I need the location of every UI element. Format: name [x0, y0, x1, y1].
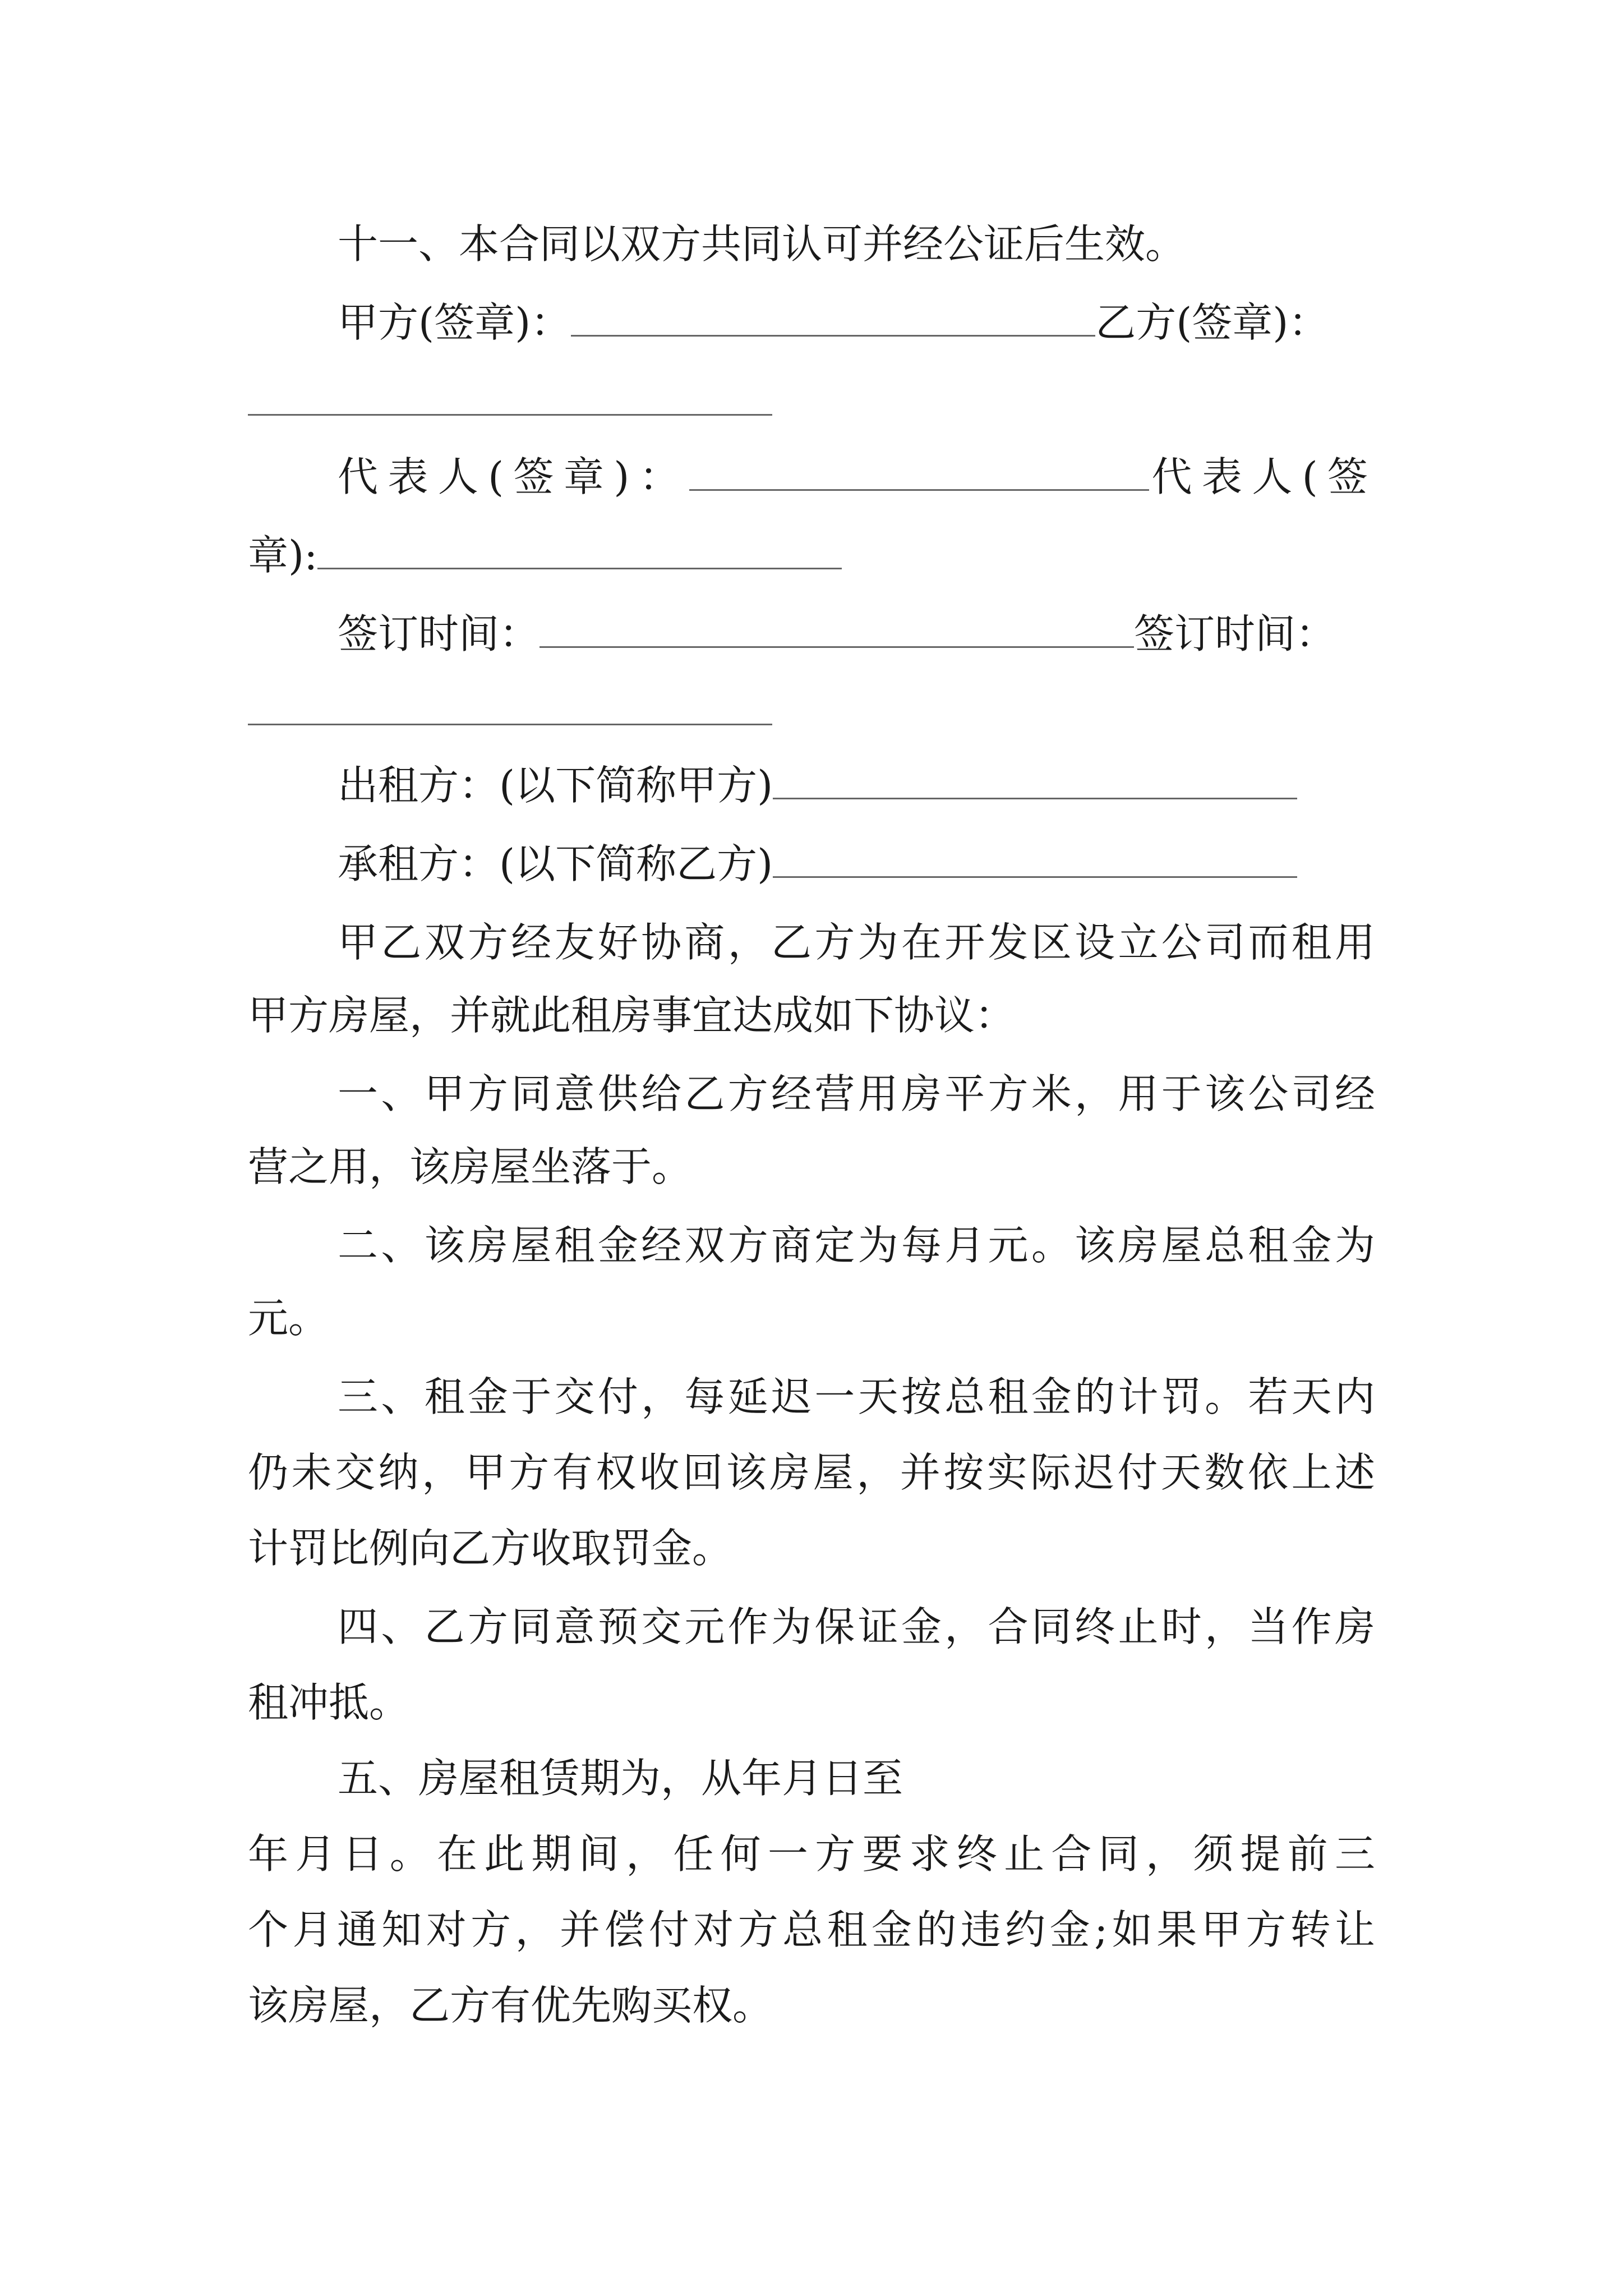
signing-date-row	[338, 606, 1375, 662]
party-b-signature-blank	[248, 414, 772, 416]
rep-b-signature-label-start: 代表人(签	[1149, 453, 1375, 500]
clause-4-line-2: 租冲抵。	[248, 1679, 410, 1726]
date-a-blank	[540, 608, 1134, 648]
clause-5-line-3: 个月通知对方，并偿付对方总租金的违约金;如果甲方转让	[248, 1906, 1375, 1953]
rep-b-signature-blank	[317, 530, 842, 569]
lessee-blank	[773, 838, 1297, 878]
clause-1-line-1: 一、甲方同意供给乙方经营用房平方米，用于该公司经	[338, 1070, 1375, 1117]
clause-3-line-3: 计罚比例向乙方收取罚金。	[248, 1525, 733, 1572]
clause-2-line-2: 元。	[248, 1295, 329, 1342]
rep-b-signature-label-end: 章):	[248, 532, 318, 579]
lessee-line	[338, 836, 1375, 892]
rep-a-signature-label: 代表人(签章)：	[338, 453, 690, 500]
lessor-label: 出租方：(以下简称甲方)	[338, 762, 773, 809]
lessee-label: 承租方：(以下简称乙方)	[338, 840, 773, 887]
clause-1-line-2: 营之用，该房屋坐落于。	[248, 1143, 693, 1190]
clause-11	[338, 216, 1375, 272]
clause-3-line-1: 三、租金于交付，每延迟一天按总租金的计罚。若天内	[338, 1373, 1375, 1420]
lessor-line	[338, 757, 1375, 813]
clause-5-line-4: 该房屋，乙方有优先购买权。	[248, 1982, 773, 2029]
party-a-signature-blank	[571, 297, 1095, 337]
lessor-blank	[773, 760, 1297, 799]
date-a-label: 签订时间：	[338, 610, 540, 657]
signature-rep-row	[338, 449, 1375, 505]
date-b-blank	[248, 724, 772, 725]
party-b-signature-label: 乙方(签章)：	[1095, 299, 1329, 346]
clause-11-text: 十一、本合同以双方共同认可并经公证后生效。	[338, 220, 1186, 268]
party-a-signature-label: 甲方(签章)：	[338, 299, 571, 346]
clause-5-line-2: 年月日。在此期间，任何一方要求终止合同，须提前三	[248, 1830, 1375, 1878]
signature-rep-row-cont	[248, 527, 1375, 583]
intro-line-2: 甲方房屋，并就此租房事宜达成如下协议：	[248, 992, 1016, 1039]
clause-2-line-1: 二、该房屋租金经双方商定为每月元。该房屋总租金为	[338, 1222, 1375, 1269]
intro-line-1: 甲乙双方经友好协商，乙方为在开发区设立公司而租用	[338, 919, 1375, 966]
signature-party-row	[338, 295, 1375, 351]
date-b-label: 签订时间：	[1134, 610, 1336, 657]
clause-3-line-2: 仍未交纳，甲方有权收回该房屋，并按实际迟付天数依上述	[248, 1449, 1375, 1496]
clause-4-line-1: 四、乙方同意预交元作为保证金，合同终止时，当作房	[338, 1603, 1375, 1650]
rep-a-signature-blank	[689, 451, 1149, 491]
clause-5-line-1: 五、房屋租赁期为，从年月日至	[338, 1755, 903, 1802]
